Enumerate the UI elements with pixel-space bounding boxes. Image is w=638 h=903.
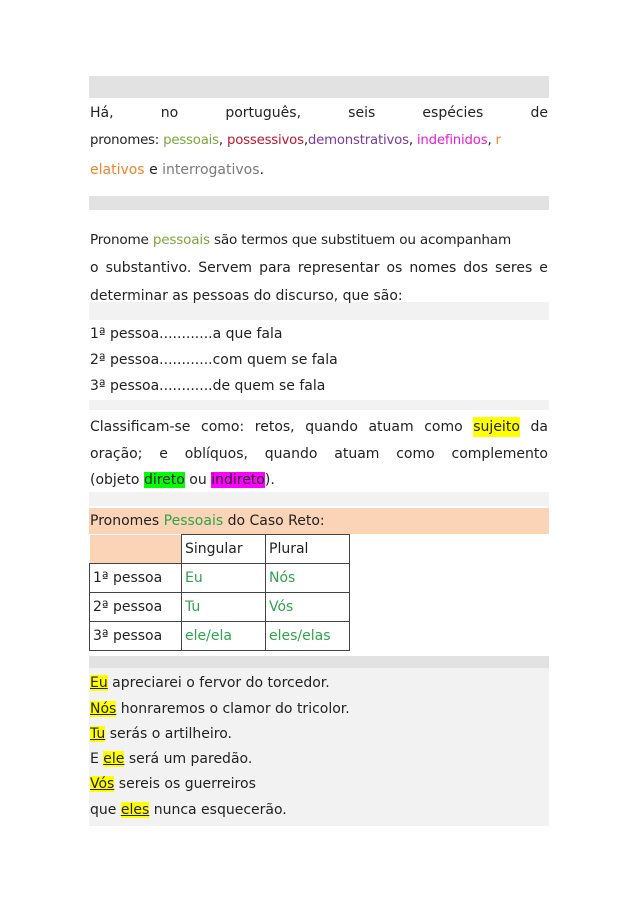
table-row	[90, 593, 350, 622]
term-r: r	[495, 133, 501, 148]
example-line	[90, 699, 548, 719]
example-line	[90, 800, 548, 820]
word: (objeto	[90, 472, 140, 488]
header-band	[89, 76, 549, 98]
table-cell: Tu	[182, 593, 266, 622]
word: e	[539, 260, 548, 276]
table-cell: 1ª pessoa	[90, 564, 182, 593]
word-e: e	[149, 162, 158, 178]
table-cell: ele/ela	[182, 622, 266, 651]
text: nunca esquecerão.	[149, 802, 287, 818]
word: para	[259, 260, 291, 276]
divider-band	[89, 656, 549, 668]
table-cell: Nós	[266, 564, 350, 593]
highlight-direto: direto	[143, 472, 185, 488]
person-line: 1ª pessoa............a que fala	[90, 326, 283, 342]
word: Classificam-se	[90, 419, 191, 435]
table-header-cell: Singular	[182, 535, 266, 564]
highlight-pronoun: Eu	[90, 675, 108, 691]
def-line-3: determinar as pessoas do discurso, que são:	[90, 288, 403, 304]
highlight-pronoun: Vós	[90, 776, 115, 792]
term-interrogativos: interrogativos	[162, 162, 260, 178]
term-pessoais: pessoais	[163, 133, 219, 148]
punct: .	[259, 162, 264, 178]
word: nomes	[409, 260, 457, 276]
word: Pronome	[90, 232, 149, 248]
word: seis	[348, 105, 376, 121]
term-pessoais: Pessoais	[163, 513, 224, 529]
text: sereis os guerreiros	[114, 776, 256, 792]
term-demonstrativos: demonstrativos	[307, 133, 409, 148]
word: Há,	[90, 105, 114, 121]
person-line: 3ª pessoa............de quem se fala	[90, 378, 326, 394]
table-title	[90, 511, 548, 531]
divider-light	[89, 492, 549, 506]
word: atuam	[334, 446, 380, 462]
highlight-pronoun: ele	[103, 751, 125, 767]
word: representar	[297, 260, 380, 276]
term-indefinidos: indefinidos	[416, 133, 488, 148]
table-cell: Eu	[182, 564, 266, 593]
table-header-cell: Plural	[266, 535, 350, 564]
example-line	[90, 724, 548, 744]
classif-line-1	[90, 417, 548, 437]
word: no	[160, 105, 179, 121]
word: português,	[225, 105, 302, 121]
word: quando	[305, 419, 358, 435]
word: como:	[201, 419, 245, 435]
pronoun-table	[89, 534, 350, 651]
word: e	[159, 446, 168, 462]
word: oração;	[90, 446, 143, 462]
example-line	[90, 673, 548, 693]
text: são termos que substituem ou acompanham	[214, 232, 511, 248]
punct: ,	[218, 133, 223, 148]
punct: ).	[264, 472, 275, 488]
text: serás o artilheiro.	[105, 726, 232, 742]
table-cell: eles/elas	[266, 622, 350, 651]
word: de	[530, 105, 548, 121]
highlight-pronoun: Nós	[90, 701, 117, 717]
term-elativos: elativos	[90, 162, 145, 178]
text: que	[90, 802, 121, 818]
word: oblíquos,	[184, 446, 248, 462]
word: ou	[189, 472, 207, 488]
highlight-indireto: indireto	[211, 472, 265, 488]
table-cell: 2ª pessoa	[90, 593, 182, 622]
term-pessoais: pessoais	[152, 232, 210, 248]
person-line: 2ª pessoa............com quem se fala	[90, 352, 338, 368]
word: atuam	[368, 419, 414, 435]
text: do Caso Reto:	[227, 513, 325, 529]
table-cell: Vós	[266, 593, 350, 622]
word: Servem	[198, 260, 253, 276]
text: será um paredão.	[124, 751, 253, 767]
def-line-2	[90, 258, 548, 278]
word: quando	[264, 446, 318, 462]
word: os	[386, 260, 403, 276]
word: como	[396, 446, 435, 462]
highlight-pronoun: eles	[120, 802, 150, 818]
punct: ,	[408, 133, 413, 148]
divider-light	[89, 400, 549, 410]
example-line	[90, 749, 548, 769]
highlight-pronoun: Tu	[90, 726, 106, 742]
word: substantivo.	[105, 260, 192, 276]
highlight-sujeito: sujeito	[473, 419, 520, 435]
word: da	[530, 419, 548, 435]
text: E	[90, 751, 104, 767]
def-line-1	[90, 230, 548, 250]
text: honraremos o clamor do tricolor.	[116, 701, 350, 717]
punct: ,	[487, 133, 492, 148]
term-possessivos: possessivos	[226, 133, 304, 148]
table-cell: 3ª pessoa	[90, 622, 182, 651]
classif-line-2	[90, 444, 548, 464]
table-row	[90, 622, 350, 651]
word: Pronomes	[90, 513, 160, 529]
word: o	[90, 260, 99, 276]
word: complemento	[451, 446, 548, 462]
word: retos,	[254, 419, 295, 435]
divider-band	[89, 196, 549, 210]
word: dos	[463, 260, 489, 276]
classif-line-3	[90, 470, 548, 490]
example-line	[90, 774, 548, 794]
intro-line-2	[90, 131, 548, 151]
table-header-row	[90, 535, 350, 564]
intro-line-1	[90, 103, 548, 123]
intro-line-3	[90, 160, 548, 180]
pronomes-label: pronomes:	[90, 133, 160, 148]
punct: ,	[303, 133, 308, 148]
word: seres	[495, 260, 533, 276]
table-row	[90, 564, 350, 593]
word: como	[424, 419, 463, 435]
text: apreciarei o fervor do torcedor.	[107, 675, 330, 691]
table-header-cell	[90, 535, 182, 564]
word: espécies	[422, 105, 484, 121]
